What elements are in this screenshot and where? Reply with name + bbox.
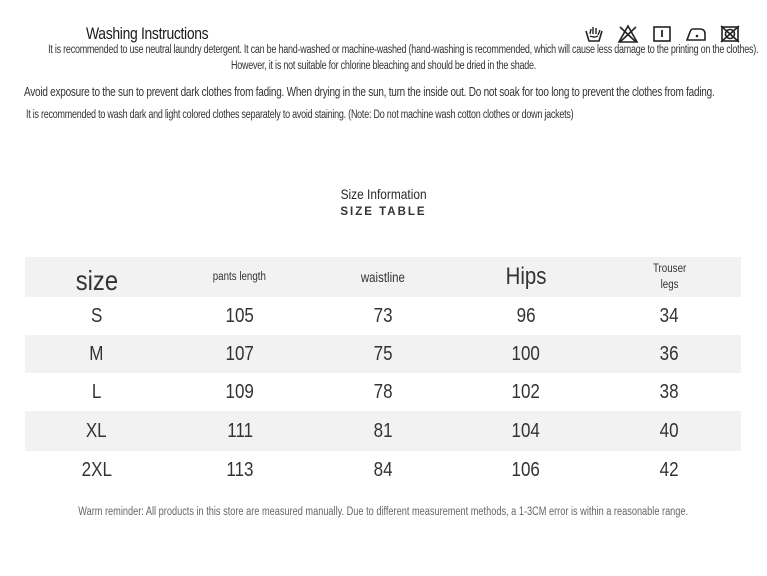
cell-size: 2XL — [81, 458, 112, 481]
cell-waistline: 84 — [373, 458, 393, 481]
table-row — [25, 451, 741, 489]
dry-in-shade-icon — [651, 24, 673, 44]
care-icons — [583, 24, 741, 44]
cell-size: XL — [86, 419, 107, 442]
cell-trouser-legs: 40 — [659, 419, 679, 442]
cell-hips: 104 — [511, 419, 541, 442]
cell-hips: 96 — [516, 304, 536, 327]
size-table — [25, 257, 741, 489]
washing-title: Washing Instructions — [86, 24, 209, 43]
table-row — [25, 373, 741, 411]
cell-waistline: 81 — [373, 419, 393, 442]
table-row — [25, 335, 741, 373]
cell-pants-length: 111 — [226, 419, 253, 442]
header-size: size — [75, 265, 118, 296]
cell-hips: 106 — [511, 458, 541, 481]
table-row — [25, 297, 741, 335]
cell-waistline: 78 — [373, 380, 393, 403]
header-pants-length: pants length — [213, 271, 267, 283]
cell-size: M — [89, 342, 104, 365]
cell-pants-length: 105 — [225, 304, 254, 327]
iron-icon — [685, 24, 707, 44]
table-row — [25, 411, 741, 451]
cell-trouser-legs: 38 — [659, 380, 679, 403]
cell-size: L — [91, 380, 102, 403]
header-hips: Hips — [505, 263, 547, 290]
header-waistline: waistline — [360, 269, 405, 285]
no-bleach-icon — [617, 24, 639, 44]
cell-pants-length: 109 — [225, 380, 254, 403]
cell-pants-length: 113 — [226, 458, 254, 481]
cell-trouser-legs: 36 — [659, 342, 679, 365]
size-info-title: Size Information — [340, 186, 427, 202]
cell-waistline: 73 — [373, 304, 393, 327]
cell-size: S — [90, 304, 103, 327]
washing-line-2: However, it is not suitable for chlorine bleaching and should be dried in the shade. — [231, 60, 536, 72]
no-tumble-dry-icon — [719, 24, 741, 44]
cell-waistline: 75 — [373, 342, 393, 365]
washing-line-1: It is recommended to use neutral laundry detergent. It can be hand-washed or machine-washed (hand-washing is recommended, which will cause less damage to the printing on the clothes). — [48, 44, 759, 56]
cell-trouser-legs: 42 — [659, 458, 679, 481]
cell-trouser-legs: 34 — [659, 304, 679, 327]
size-table-subtitle: SIZE TABLE — [340, 206, 427, 218]
cell-pants-length: 107 — [225, 342, 254, 365]
cell-hips: 100 — [511, 342, 541, 365]
washing-line-4: It is recommended to wash dark and light colored clothes separately to avoid staining. (Note: Do not machine wash cotton clothes or down jackets) — [26, 109, 574, 121]
table-header-row — [25, 257, 741, 297]
header-trouser-legs: Trouser legs — [652, 263, 686, 291]
cell-hips: 102 — [511, 380, 541, 403]
warm-reminder: Warm reminder: All products in this store are measured manually. Due to different measurement methods, a 1-3CM error is within a reasonable range. — [78, 506, 689, 518]
washing-line-3: Avoid exposure to the sun to prevent dark clothes from fading. When drying in the sun, turn the inside out. Do not soak for too long to prevent the clothes from fading. — [24, 85, 715, 99]
hand-wash-icon — [583, 24, 605, 44]
